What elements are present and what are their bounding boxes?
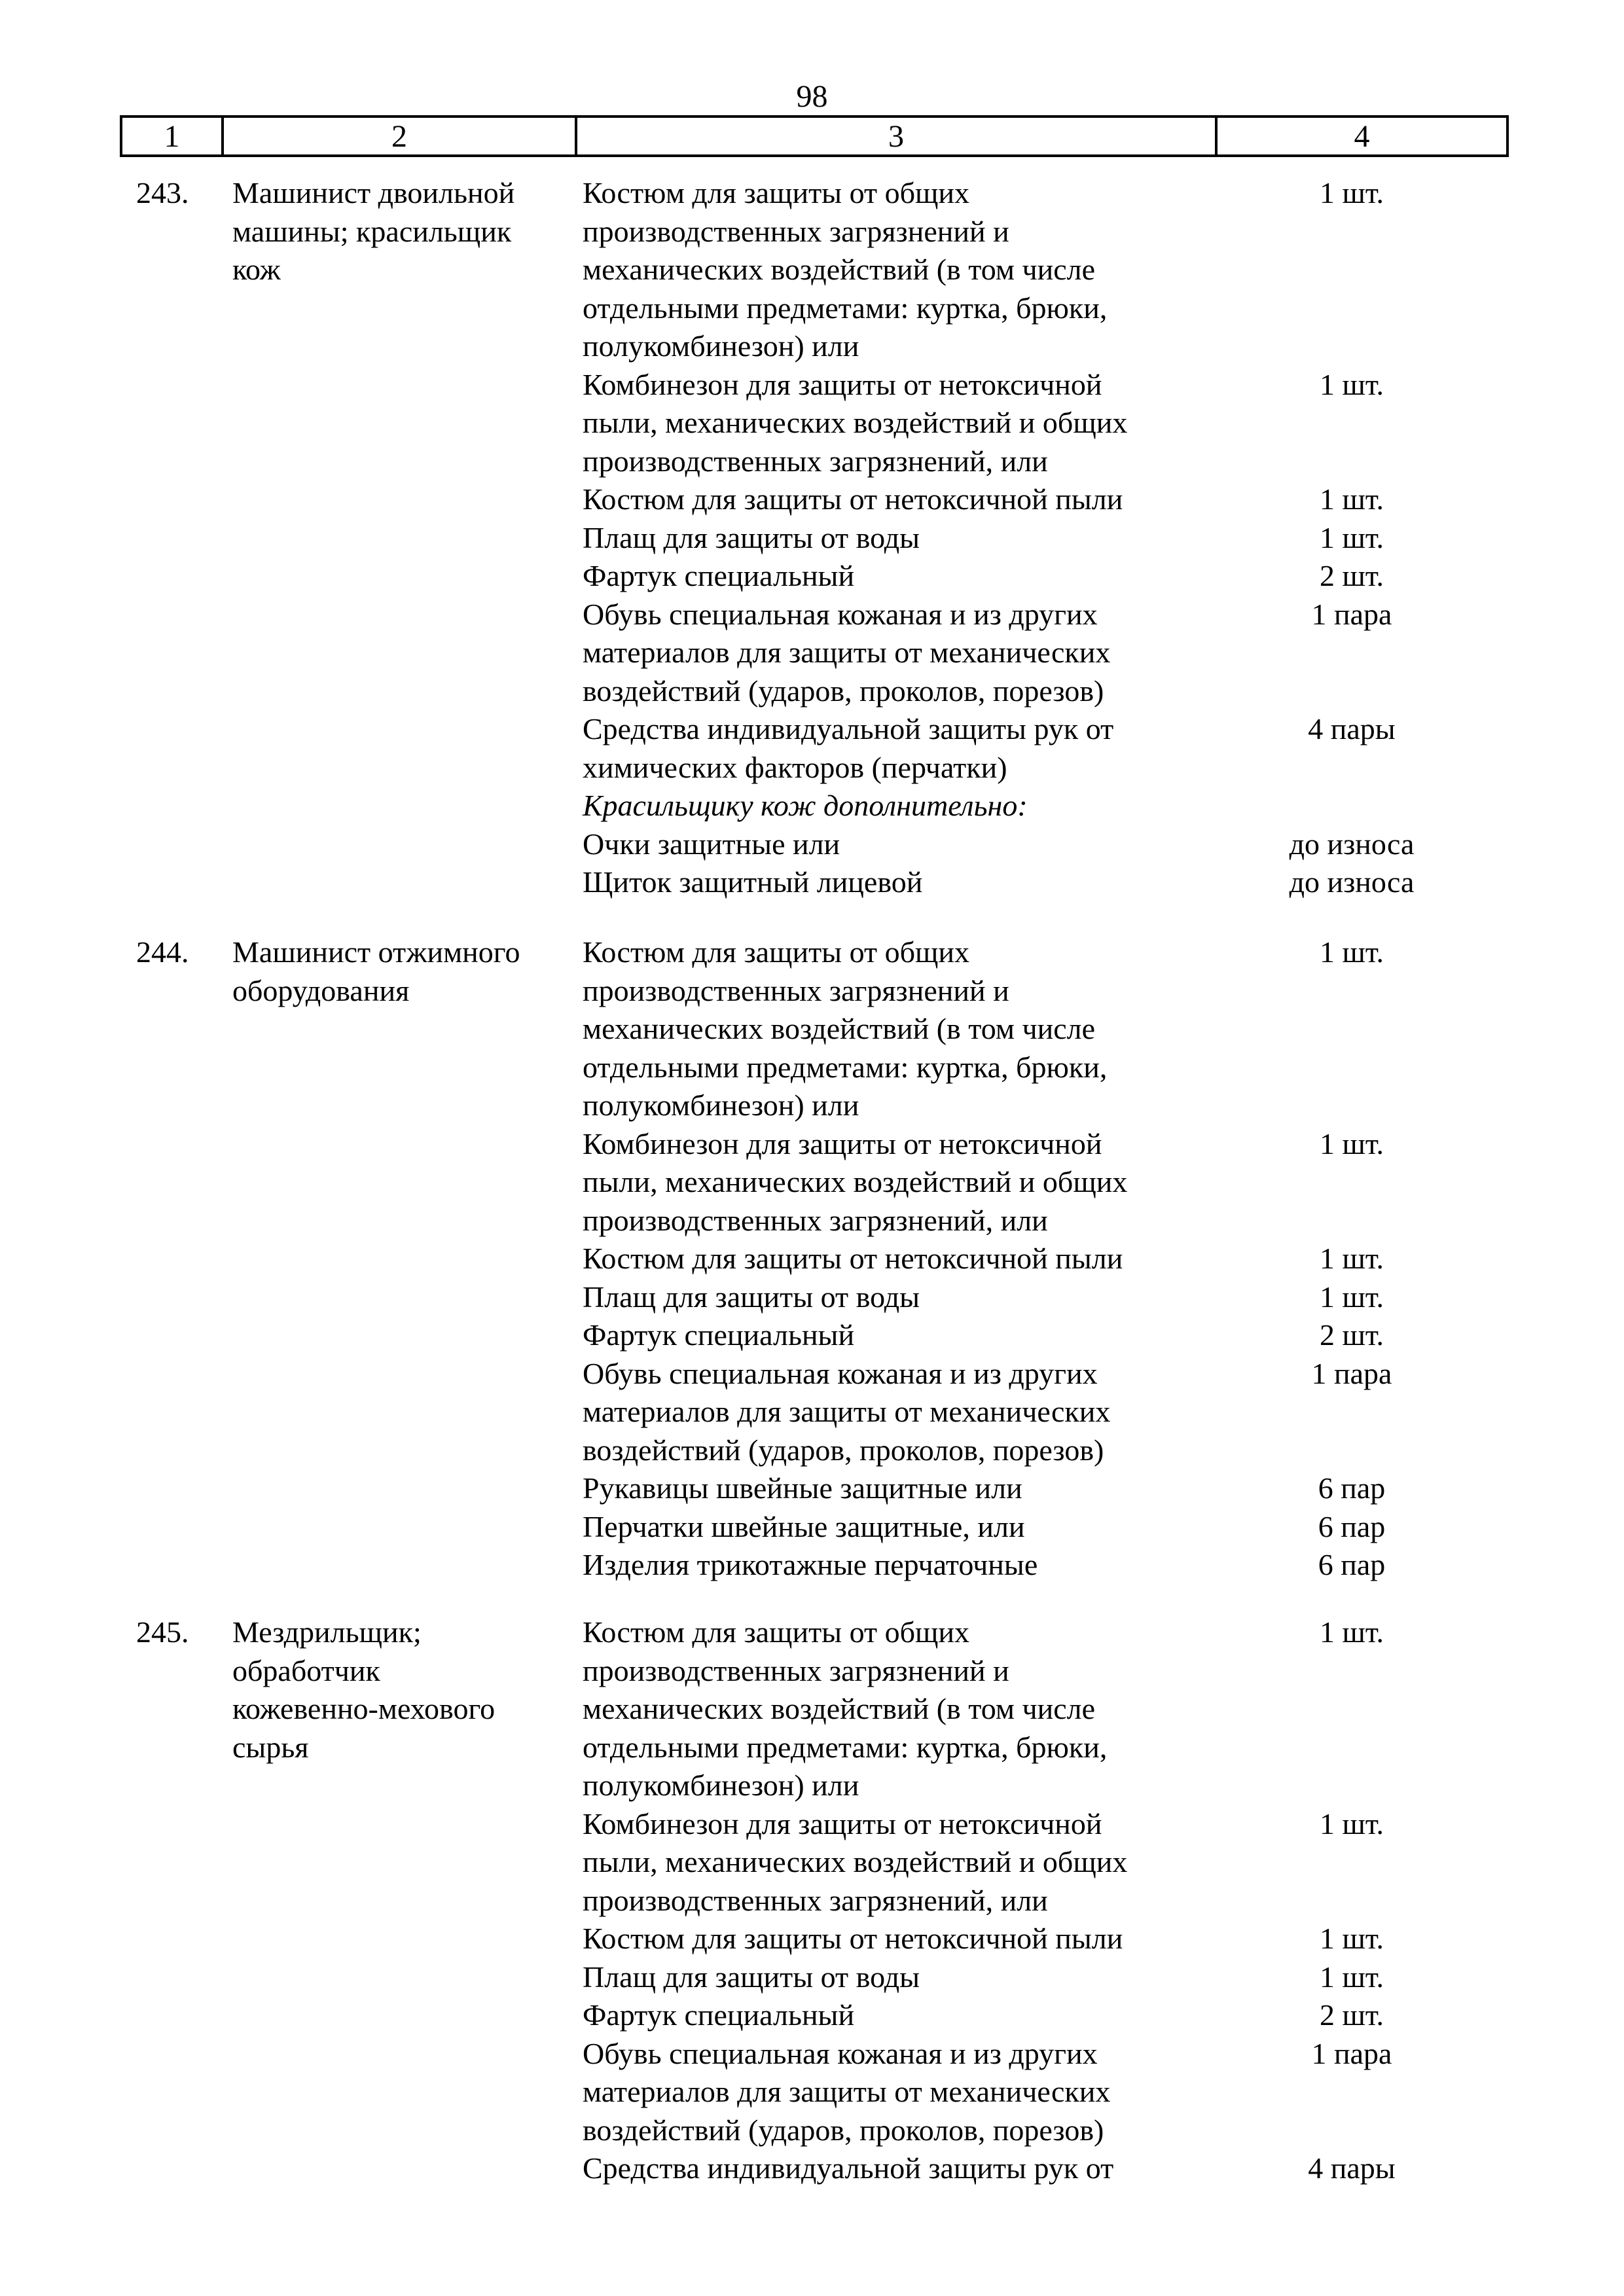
ppe-item-name [583, 1278, 1237, 1317]
ppe-item-line: Красильщику кож дополнительно: [583, 789, 1028, 822]
ppe-item-line: пыли, механических воздействий и общих [583, 406, 1128, 439]
ppe-item-name [583, 710, 1237, 787]
ppe-item-name [583, 863, 1237, 902]
ppe-item-name [583, 825, 1237, 864]
ppe-item-line: полукомбинезон) или [583, 1768, 859, 1802]
ppe-item-name [583, 1613, 1237, 1805]
profession-name [232, 933, 573, 1010]
ppe-item-quantity: 1 пара [1311, 597, 1392, 631]
ppe-item [583, 1805, 1499, 1920]
ppe-item-line: механических воздействий (в том числе [583, 1012, 1096, 1045]
ppe-item-line: Очки защитные или [583, 827, 840, 861]
ppe-item [583, 710, 1499, 787]
ppe-item-line: механических воздействий (в том числе [583, 1692, 1096, 1725]
ppe-item [583, 1613, 1499, 1805]
ppe-item [583, 174, 1499, 366]
ppe-item-name [583, 2149, 1237, 2188]
ppe-item-line: воздействий (ударов, проколов, порезов) [583, 673, 1104, 708]
ppe-item-quantity: 1 шт. [1319, 520, 1384, 554]
ppe-item-name [583, 933, 1237, 1125]
ppe-item [583, 1508, 1499, 1547]
ppe-item-name [583, 596, 1237, 711]
ppe-item [583, 1125, 1499, 1240]
ppe-item-name [583, 1240, 1237, 1278]
ppe-item-line: Костюм для защиты от нетоксичной пыли [583, 1922, 1123, 1955]
ppe-item-line: материалов для защиты от механических [583, 2075, 1111, 2108]
ppe-item-quantity: 1 шт. [1319, 1806, 1384, 1840]
ppe-item-line: Фартук специальный [583, 559, 855, 592]
row-number: 244. [136, 935, 189, 969]
profession-line: Машинист двоильной [232, 176, 515, 209]
ppe-item-line: производственных загрязнений, или [583, 1883, 1048, 1917]
ppe-item [583, 480, 1499, 519]
ppe-item-line: Комбинезон для защиты от нетоксичной [583, 367, 1102, 401]
ppe-item-line: Изделия трикотажные перчаточные [583, 1548, 1038, 1581]
ppe-item-name [583, 1805, 1237, 1920]
ppe-item-name [583, 557, 1237, 596]
ppe-item-line: Средства индивидуальной защиты рук от [583, 2151, 1114, 2185]
ppe-item-line: механических воздействий (в том числе [583, 253, 1096, 286]
ppe-item [583, 1316, 1499, 1355]
ppe-item [583, 1240, 1499, 1278]
ppe-item-line: Перчатки швейные защитные, или [583, 1509, 1025, 1543]
row-number: 243. [136, 176, 189, 209]
ppe-item-quantity: 1 шт. [1319, 1922, 1384, 1955]
profession-line: обработчик [232, 1653, 380, 1687]
ppe-item [583, 933, 1499, 1125]
ppe-item-name [583, 1996, 1237, 2035]
ppe-item-quantity: 1 шт. [1319, 935, 1384, 969]
ppe-item-line: отдельными предметами: куртка, брюки, [583, 291, 1108, 325]
profession-line: сырья [232, 1730, 309, 1764]
ppe-item-name [583, 1316, 1237, 1355]
column-header-1: 1 [122, 118, 224, 154]
ppe-item-line: полукомбинезон) или [583, 1088, 859, 1122]
ppe-item-line: Плащ для защиты от воды [583, 1280, 920, 1314]
ppe-item-line: Обувь специальная кожаная и из других [583, 597, 1098, 631]
ppe-item-line: производственных загрязнений, или [583, 444, 1048, 478]
ppe-item-quantity: 1 шт. [1319, 1960, 1384, 1994]
ppe-item-line: Обувь специальная кожаная и из других [583, 2036, 1098, 2070]
ppe-item-quantity: 1 шт. [1319, 176, 1384, 209]
ppe-item-line: Костюм для защиты от общих [583, 935, 970, 969]
ppe-item-list [583, 933, 1499, 1585]
ppe-item [583, 1546, 1499, 1585]
ppe-item-line: материалов для защиты от механических [583, 1395, 1111, 1428]
column-header-4: 4 [1354, 118, 1370, 154]
profession-name [232, 1613, 573, 1767]
ppe-item-name [583, 174, 1237, 366]
ppe-item-name [583, 1355, 1237, 1470]
ppe-item-line: Костюм для защиты от общих [583, 1615, 970, 1649]
ppe-item-line: отдельными предметами: куртка, брюки, [583, 1050, 1108, 1084]
ppe-item [583, 863, 1499, 902]
ppe-item-quantity: 6 пар [1318, 1509, 1386, 1543]
column-header-3: 3 [577, 118, 1218, 154]
ppe-item-name [583, 1920, 1237, 1958]
ppe-item [583, 787, 1499, 825]
ppe-item-quantity: 2 шт. [1319, 559, 1384, 592]
ppe-item [583, 1920, 1499, 1958]
ppe-item-quantity: 2 шт. [1319, 1998, 1384, 2032]
ppe-item [583, 1958, 1499, 1997]
ppe-item-list [583, 1613, 1499, 2188]
ppe-item-name [583, 2035, 1237, 2150]
ppe-item-quantity: до износа [1289, 865, 1415, 899]
row-number: 245. [136, 1615, 189, 1649]
ppe-item-quantity: 4 пары [1308, 712, 1396, 745]
ppe-item-name [583, 1546, 1237, 1585]
ppe-item-name [583, 519, 1237, 558]
ppe-item-line: воздействий (ударов, проколов, порезов) [583, 1433, 1104, 1467]
ppe-item-name [583, 1958, 1237, 1997]
profession-line: Машинист отжимного [232, 935, 520, 969]
ppe-item-name [583, 366, 1237, 481]
ppe-item-quantity [1237, 787, 1460, 825]
ppe-item-line: Костюм для защиты от нетоксичной пыли [583, 1242, 1123, 1275]
profession-line: оборудования [232, 973, 410, 1007]
ppe-item [583, 2035, 1499, 2150]
ppe-item-quantity: 4 пары [1308, 2151, 1396, 2185]
profession-line: машины; красильщик [232, 214, 512, 248]
ppe-item [583, 1278, 1499, 1317]
ppe-item-line: производственных загрязнений и [583, 214, 1009, 248]
ppe-item-line: Фартук специальный [583, 1318, 855, 1352]
ppe-item-name [583, 1508, 1237, 1547]
ppe-item-line: производственных загрязнений, или [583, 1203, 1048, 1237]
ppe-item-quantity: 1 шт. [1319, 1126, 1384, 1160]
ppe-item-line: пыли, механических воздействий и общих [583, 1165, 1128, 1198]
ppe-item-line: полукомбинезон) или [583, 329, 859, 363]
ppe-item-quantity: до износа [1289, 827, 1415, 861]
ppe-item-name [583, 1125, 1237, 1240]
ppe-item-line: воздействий (ударов, проколов, порезов) [583, 2113, 1104, 2147]
ppe-item-line: Рукавицы швейные защитные или [583, 1471, 1022, 1505]
ppe-item-line: материалов для защиты от механических [583, 636, 1111, 669]
ppe-item-name [583, 480, 1237, 519]
profession-line: Мездрильщик; [232, 1615, 422, 1649]
ppe-item [583, 596, 1499, 711]
column-header-row [120, 115, 1509, 157]
ppe-item [583, 366, 1499, 481]
ppe-item-line: Плащ для защиты от воды [583, 520, 920, 554]
ppe-item [583, 825, 1499, 864]
additional-note [583, 787, 1237, 825]
ppe-item-line: Костюм для защиты от общих [583, 176, 970, 209]
ppe-item [583, 1469, 1499, 1508]
page-number: 98 [796, 79, 828, 114]
ppe-item-quantity: 6 пар [1318, 1548, 1386, 1581]
ppe-item-quantity: 1 пара [1311, 2036, 1392, 2070]
ppe-item-line: пыли, механических воздействий и общих [583, 1845, 1128, 1878]
ppe-item-line: отдельными предметами: куртка, брюки, [583, 1730, 1108, 1764]
ppe-item-line: Костюм для защиты от нетоксичной пыли [583, 482, 1123, 516]
profession-line: кожевенно-мехового [232, 1692, 496, 1725]
ppe-item-quantity: 2 шт. [1319, 1318, 1384, 1352]
profession-name [232, 174, 573, 289]
ppe-item-quantity: 6 пар [1318, 1471, 1386, 1505]
ppe-item-line: производственных загрязнений и [583, 1653, 1009, 1687]
ppe-item [583, 1996, 1499, 2035]
ppe-item-line: Щиток защитный лицевой [583, 865, 923, 899]
profession-line: кож [232, 253, 281, 286]
ppe-item-quantity: 1 шт. [1319, 1615, 1384, 1649]
ppe-item [583, 2149, 1499, 2188]
ppe-item-quantity: 1 шт. [1319, 1280, 1384, 1314]
column-header-2: 2 [224, 118, 577, 154]
ppe-item [583, 557, 1499, 596]
ppe-item-quantity: 1 шт. [1319, 482, 1384, 516]
ppe-item-line: Плащ для защиты от воды [583, 1960, 920, 1994]
ppe-item-quantity: 1 шт. [1319, 367, 1384, 401]
ppe-item-line: Комбинезон для защиты от нетоксичной [583, 1126, 1102, 1160]
ppe-item-line: Фартук специальный [583, 1998, 855, 2032]
ppe-item-line: химических факторов (перчатки) [583, 750, 1007, 784]
ppe-item-name [583, 1469, 1237, 1508]
ppe-item-quantity: 1 шт. [1319, 1242, 1384, 1275]
ppe-item-line: Обувь специальная кожаная и из других [583, 1356, 1098, 1390]
ppe-item-list [583, 174, 1499, 902]
ppe-item-quantity: 1 пара [1311, 1356, 1392, 1390]
ppe-item [583, 519, 1499, 558]
ppe-item [583, 1355, 1499, 1470]
ppe-item-line: Средства индивидуальной защиты рук от [583, 712, 1114, 745]
ppe-item-line: Комбинезон для защиты от нетоксичной [583, 1806, 1102, 1840]
ppe-item-line: производственных загрязнений и [583, 973, 1009, 1007]
